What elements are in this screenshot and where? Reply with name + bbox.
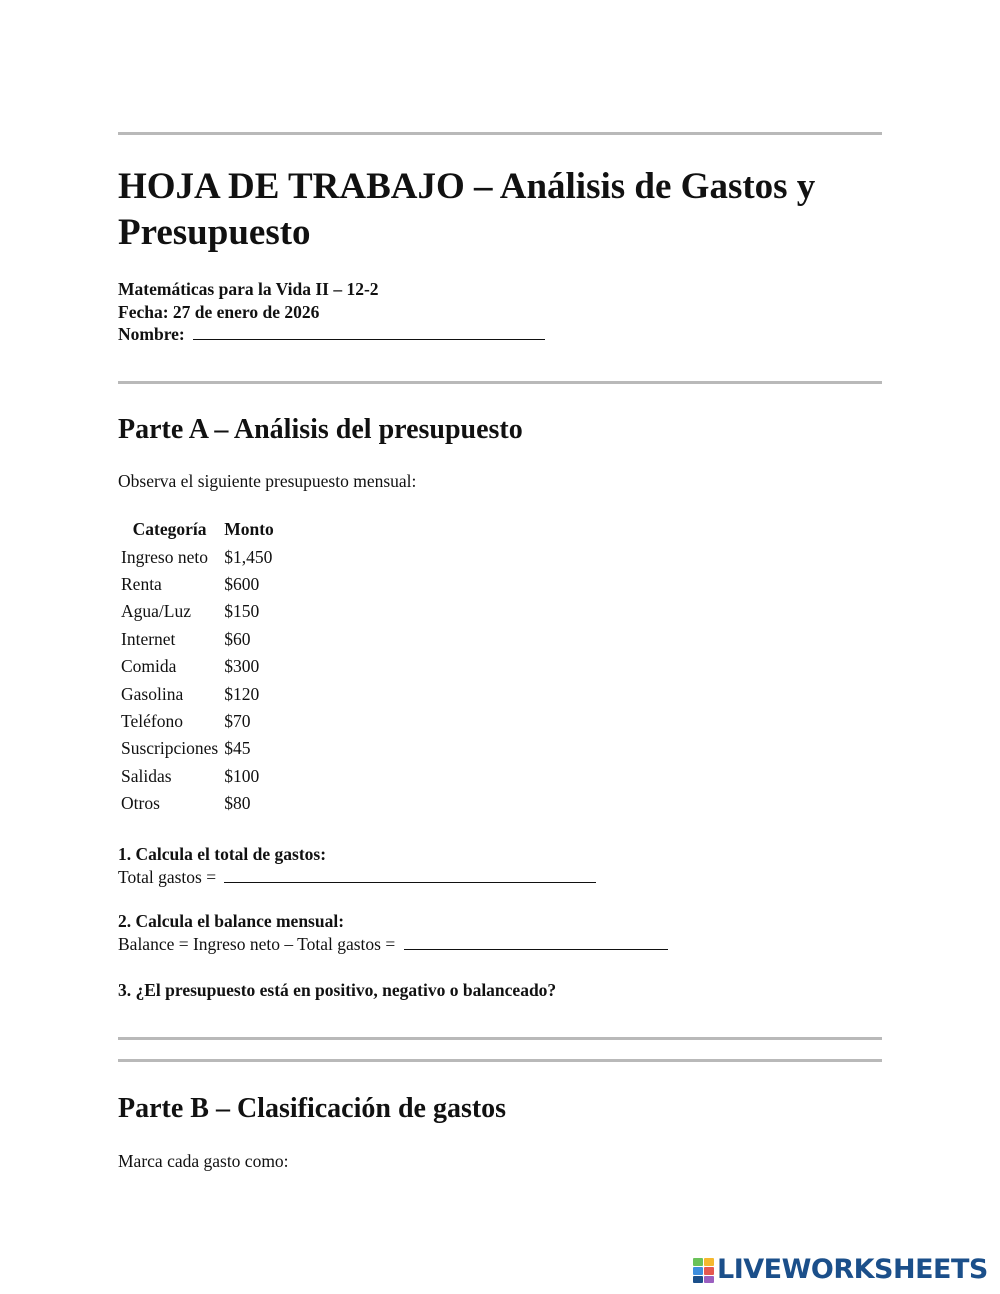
section-divider-a bbox=[118, 381, 882, 384]
part-a-heading: Parte A – Análisis del presupuesto bbox=[118, 414, 523, 445]
question-2 bbox=[118, 910, 668, 955]
question-2-answer-row bbox=[118, 933, 668, 956]
table-row bbox=[118, 790, 277, 817]
question-3 bbox=[118, 979, 556, 1002]
liveworksheets-logo-text: LIVEWORKSHEETS bbox=[717, 1254, 988, 1285]
row-amount: $600 bbox=[224, 573, 260, 594]
question-1-title: 1. Calcula el total de gastos: bbox=[118, 844, 327, 864]
row-amount: $150 bbox=[224, 601, 260, 622]
part-b-heading: Parte B – Clasificación de gastos bbox=[118, 1093, 507, 1124]
question-3-answer-line[interactable] bbox=[118, 1037, 882, 1040]
part-a-intro: Observa el siguiente presupuesto mensual: bbox=[118, 471, 417, 491]
table-row bbox=[118, 708, 277, 735]
date-label: Fecha: 27 de enero de 2026 bbox=[118, 301, 320, 322]
row-amount: $70 bbox=[224, 710, 251, 731]
table-row bbox=[118, 598, 277, 625]
row-amount: $120 bbox=[224, 683, 260, 704]
worksheet-meta bbox=[118, 278, 545, 346]
table-row bbox=[118, 735, 277, 762]
part-b-intro: Marca cada gasto como: bbox=[118, 1151, 289, 1171]
row-amount: $100 bbox=[224, 765, 260, 786]
row-category: Teléfono bbox=[121, 710, 183, 731]
row-category: Otros bbox=[121, 793, 160, 814]
row-category: Renta bbox=[121, 573, 162, 594]
table-row bbox=[118, 653, 277, 680]
row-category: Agua/Luz bbox=[121, 601, 191, 622]
name-blank-field[interactable] bbox=[193, 323, 545, 340]
row-category: Internet bbox=[121, 628, 176, 649]
name-row bbox=[118, 323, 545, 346]
row-category: Suscripciones bbox=[121, 738, 219, 759]
row-category: Comida bbox=[121, 656, 177, 677]
question-2-title: 2. Calcula el balance mensual: bbox=[118, 911, 345, 931]
row-amount: $45 bbox=[224, 738, 251, 759]
worksheet-title: HOJA DE TRABAJO – Análisis de Gastos y Presupuesto bbox=[118, 166, 816, 253]
question-1 bbox=[118, 843, 596, 888]
question-1-answer-row bbox=[118, 866, 596, 889]
liveworksheets-logo-icon bbox=[692, 1257, 714, 1283]
row-amount: $300 bbox=[224, 656, 260, 677]
row-amount: $60 bbox=[224, 628, 251, 649]
balance-blank-field[interactable] bbox=[404, 933, 668, 950]
budget-table-header bbox=[118, 516, 277, 543]
row-category: Salidas bbox=[121, 765, 172, 786]
liveworksheets-logo bbox=[692, 1255, 988, 1285]
question-1-prompt: Total gastos = bbox=[118, 866, 217, 887]
row-category: Gasolina bbox=[121, 683, 184, 704]
table-row bbox=[118, 680, 277, 707]
col-header-category: Categoría bbox=[132, 519, 207, 540]
course-label: Matemáticas para la Vida II – 12-2 bbox=[118, 279, 379, 299]
table-row bbox=[118, 626, 277, 653]
row-amount: $80 bbox=[224, 793, 251, 814]
budget-table bbox=[118, 516, 277, 817]
question-2-prompt: Balance = Ingreso neto – Total gastos = bbox=[118, 933, 396, 954]
name-label: Nombre: bbox=[118, 324, 185, 344]
table-row bbox=[118, 543, 277, 570]
table-row bbox=[118, 571, 277, 598]
table-row bbox=[118, 763, 277, 790]
section-divider-b bbox=[118, 1059, 882, 1062]
top-divider bbox=[118, 132, 882, 135]
question-3-title: 3. ¿El presupuesto está en positivo, negativo o balanceado? bbox=[118, 980, 557, 1000]
row-amount: $1,450 bbox=[224, 546, 273, 567]
total-expenses-blank-field[interactable] bbox=[224, 866, 596, 883]
col-header-amount: Monto bbox=[224, 519, 274, 540]
row-category: Ingreso neto bbox=[121, 546, 208, 567]
